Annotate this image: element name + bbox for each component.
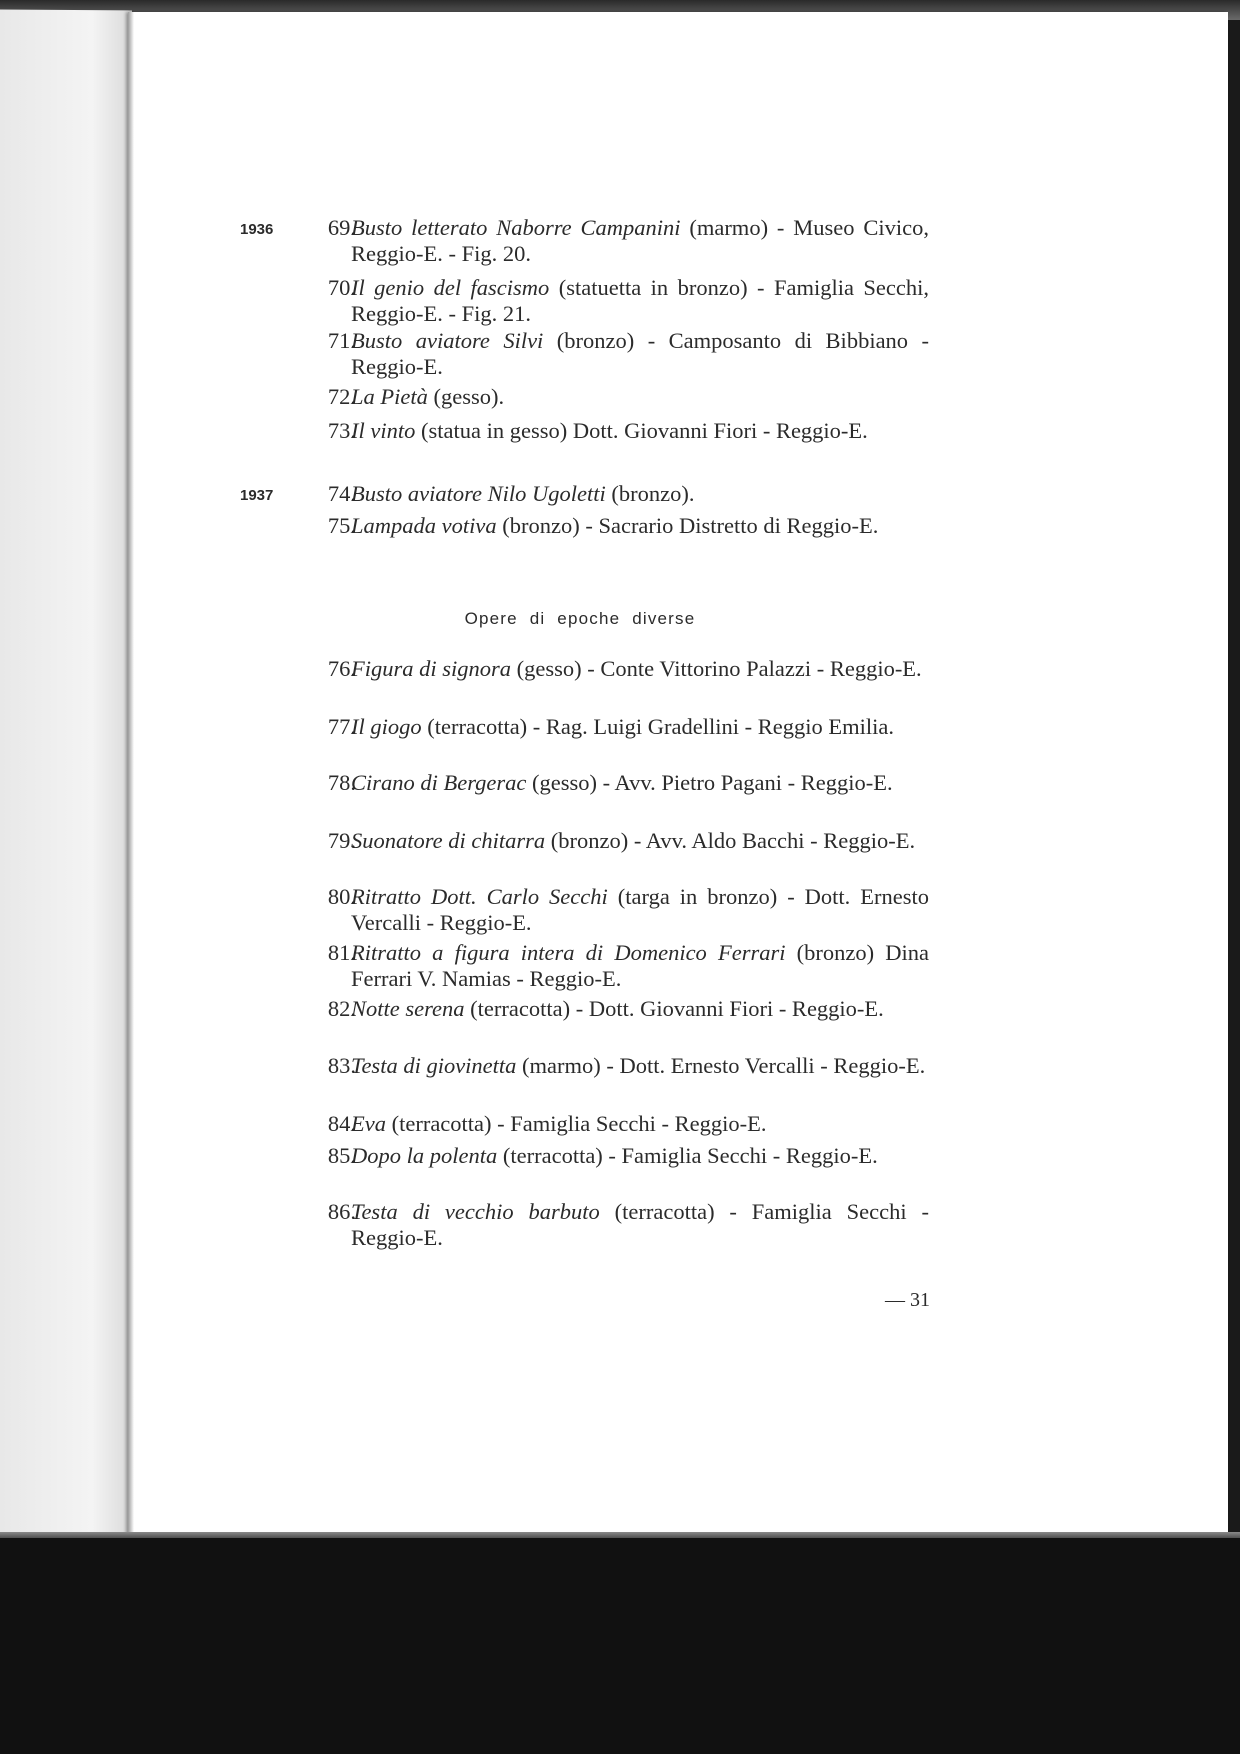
entry-title: Busto letterato Naborre Campanini	[351, 215, 681, 240]
entry-text	[351, 215, 929, 267]
entry-details: (terracotta) - Famiglia Secchi - Reggio-E.	[385, 1111, 767, 1136]
entry-details: (terracotta) - Famiglia Secchi - Reggio-E.	[497, 1143, 878, 1168]
entry-text	[351, 828, 929, 854]
entry-text	[351, 328, 929, 380]
entry-title: Lampada votiva	[351, 513, 497, 538]
entry-title: Ritratto Dott. Carlo Secchi	[351, 884, 608, 909]
entry-number: 74.	[327, 481, 356, 506]
entry-details: (marmo) - Museo Civico, Reggio-E. - Fig. 20.	[351, 215, 929, 266]
entry-details: (terracotta) - Famiglia Secchi - Reggio-E.	[351, 1199, 929, 1250]
entry-number: 81.	[327, 940, 356, 965]
entry-text	[351, 418, 929, 444]
entry-details: (gesso) - Avv. Pietro Pagani - Reggio-E.	[526, 770, 893, 795]
entry-title: Figura di signora	[351, 656, 512, 681]
entry-text	[351, 1199, 929, 1251]
entry-number: 72.	[327, 384, 356, 409]
entry-title: Il giogo	[351, 714, 422, 739]
entry-number: 83.	[327, 1053, 356, 1078]
entry-title: Notte serena	[351, 996, 465, 1021]
entry-year: 1936	[240, 221, 274, 238]
entry-text	[351, 940, 929, 992]
entry-details: (gesso).	[427, 384, 505, 409]
entry-text	[351, 513, 929, 539]
entry-number: 71.	[327, 328, 356, 353]
entry-title: Testa di vecchio barbuto	[351, 1199, 600, 1224]
entry-text	[351, 384, 929, 410]
entry-details: (targa in bronzo) - Dott. Ernesto Vercalli - Reggio-E.	[351, 884, 929, 935]
entry-number: 75.	[327, 513, 356, 538]
entry-text	[351, 996, 929, 1022]
entry-number: 80.	[327, 884, 356, 909]
entry-title: La Pietà	[351, 384, 428, 409]
entry-number: 86.	[327, 1199, 356, 1224]
entry-title: Il genio del fascismo	[351, 275, 550, 300]
entry-number: 85.	[327, 1143, 356, 1168]
page-number: — 31	[885, 1289, 930, 1311]
entry-title: Busto aviatore Silvi	[351, 328, 544, 353]
entry-title: Ritratto a figura intera di Domenico Ferrari	[351, 940, 786, 965]
entry-text	[351, 275, 929, 327]
entry-number: 73.	[327, 418, 356, 443]
entry-year: 1937	[240, 487, 274, 504]
entry-details: (statua in gesso) Dott. Giovanni Fiori - Reggio-E.	[415, 418, 868, 443]
entry-number: 82.	[327, 996, 356, 1021]
entry-number: 70.	[327, 275, 356, 300]
entry-details: (bronzo) Dina Ferrari V. Namias - Reggio-E.	[351, 940, 929, 991]
entry-details: (bronzo) - Camposanto di Bibbiano - Reggio-E.	[351, 328, 930, 379]
entry-title: Testa di giovinetta	[351, 1053, 517, 1078]
entry-text	[351, 481, 929, 507]
entry-details: (bronzo) - Sacrario Distretto di Reggio-E.	[496, 513, 879, 538]
entry-title: Busto aviatore Nilo Ugoletti	[351, 481, 606, 506]
entry-title: Eva	[351, 1111, 386, 1136]
entry-text	[351, 770, 929, 796]
entry-title: Il vinto	[351, 418, 416, 443]
entry-details: (terracotta) - Dott. Giovanni Fiori - Reggio-E.	[464, 996, 884, 1021]
section-heading: Opere di epoche diverse	[464, 609, 696, 628]
entry-number: 78.	[327, 770, 356, 795]
entry-text	[351, 1143, 929, 1169]
entry-title: Dopo la polenta	[351, 1143, 498, 1168]
entry-title: Suonatore di chitarra	[351, 828, 546, 853]
entry-details: (statuetta in bronzo) - Famiglia Secchi, Reggio-E. - Fig. 21.	[351, 275, 929, 326]
entry-number: 77.	[327, 714, 356, 739]
entry-number: 79.	[327, 828, 356, 853]
entry-text	[351, 714, 929, 740]
entry-number: 76.	[327, 656, 356, 681]
entry-details: (terracotta) - Rag. Luigi Gradellini - Reggio Emilia.	[421, 714, 894, 739]
entry-number: 84.	[327, 1111, 356, 1136]
entry-title: Cirano di Bergerac	[351, 770, 527, 795]
entry-text	[351, 1053, 929, 1079]
entry-text	[351, 1111, 929, 1137]
entry-number: 69.	[327, 215, 356, 240]
entry-details: (marmo) - Dott. Ernesto Vercalli - Reggio-E.	[516, 1053, 926, 1078]
entry-details: (bronzo) - Avv. Aldo Bacchi - Reggio-E.	[545, 828, 916, 853]
entry-details: (gesso) - Conte Vittorino Palazzi - Reggio-E.	[511, 656, 922, 681]
entry-details: (bronzo).	[605, 481, 695, 506]
entry-text	[351, 884, 929, 936]
entry-text	[351, 656, 929, 682]
